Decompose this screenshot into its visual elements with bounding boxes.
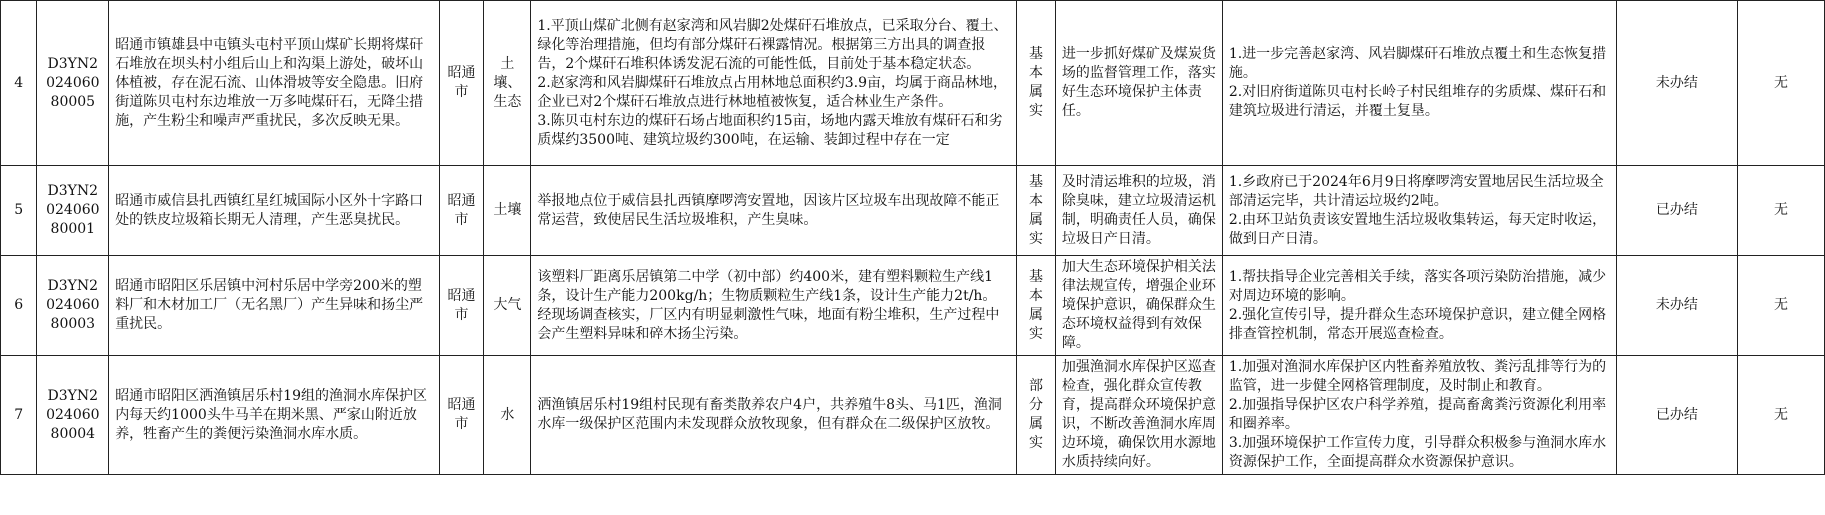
complaint-text: 昭通市威信县扎西镇红星红城国际小区外十字路口处的铁皮垃圾箱长期无人清理，产生恶臭扰民。 (109, 166, 439, 256)
investigation-paragraph: 1.平顶山煤矿北侧有赵家湾和风岩脚2处煤矸石堆放点，已采取分台、覆土、绿化等治理措施，但均有部分煤矸石裸露情况。根据第三方出具的调查报告，2个煤矸石堆积体诱发泥石流的可能性低，目前处于基本稳定状态。 (537, 17, 1008, 72)
pollution-category: 土壤 (484, 166, 531, 256)
measure-item: 1.帮扶指导企业完善相关手续，落实各项污染防治措施，减少对周边环境的影响。 (1228, 268, 1607, 304)
accountability: 无 (1737, 1, 1824, 166)
city: 昭通市 (439, 356, 484, 475)
row-index: 4 (1, 1, 37, 166)
table-row (1, 356, 1825, 475)
accountability: 无 (1737, 166, 1824, 256)
pollution-category: 土壤、生态 (484, 1, 531, 166)
investigation-content (537, 192, 1010, 230)
measure-item: 2.加强指导保护区农户科学养殖，提高畜禽粪污资源化利用率和圈养率。 (1228, 397, 1607, 432)
investigation-paragraph: 该塑料厂距离乐居镇第二中学（初中部）约400米，建有塑料颗粒生产线1条，设计生产能力200kg/h；生物质颗粒生产线1条，设计生产能力2t/h。经现场调查核实，厂区内有明显刺激性气味，地面有粉尘堆积，生产过程中会产生塑料异味和碎木扬尘污染。 (537, 268, 1000, 342)
measure-item: 1.进一步完善赵家湾、风岩脚煤矸石堆放点覆土和生态恢复措施。 (1228, 46, 1607, 81)
investigation-paragraph: 2.赵家湾和风岩脚煤矸石堆放点占用林地总面积约3.9亩，均属于商品林地，企业已对2个煤矸石堆放点进行林地植被恢复，适合林业生产条件。 (537, 74, 1007, 110)
rectification-requirement: 加强渔洞水库保护区巡查检查，强化群众宣传教育，提高群众环境保护意识，不断改善渔洞水库周边环境，确保饮用水源地水质持续向好。 (1055, 356, 1222, 475)
measure-item: 3.加强环境保护工作宣传力度，引导群众积极参与渔洞水库水资源保护工作，全面提高群众水资源保护意识。 (1228, 435, 1607, 470)
case-code: D3YN202406080005 (37, 1, 109, 166)
investigation-result (531, 256, 1017, 356)
accountability: 无 (1737, 356, 1824, 475)
measure-item: 1.乡政府已于2024年6月9日将摩啰湾安置地居民生活垃圾全部清运完毕，共计清运垃圾约2吨。 (1228, 173, 1604, 209)
completion-status: 未办结 (1616, 256, 1737, 356)
verdict: 基本属实 (1017, 1, 1056, 166)
investigation-content (537, 396, 1010, 434)
row-index: 7 (1, 356, 37, 475)
completion-status: 未办结 (1616, 1, 1737, 166)
city: 昭通市 (439, 1, 484, 166)
table-row (1, 166, 1825, 256)
investigation-result (531, 166, 1017, 256)
city: 昭通市 (439, 256, 484, 356)
rectification-measures (1222, 166, 1616, 256)
rectification-requirement: 进一步抓好煤矿及煤炭货场的监督管理工作，落实好生态环境保护主体责任。 (1055, 1, 1222, 166)
rectification-requirement: 及时清运堆积的垃圾，消除臭味，建立垃圾清运机制，明确责任人员，确保垃圾日产日清。 (1055, 166, 1222, 256)
complaint-text: 昭通市镇雄县中屯镇头屯村平顶山煤矿长期将煤矸石堆放在坝头村小组后山上和沟渠上游处，破坏山体植被，存在泥石流、山体滑坡等安全隐患。旧府街道陈贝屯村东边堆放一万多吨煤矸石，无降尘措施，产生粉尘和噪声严重扰民，多次反映无果。 (109, 1, 439, 166)
investigation-result (531, 1, 1017, 166)
measure-item: 2.强化宣传引导，提升群众生态环境保护意识，建立健全网格排查管控机制，常态开展巡查检查。 (1228, 306, 1607, 342)
investigation-paragraph: 洒渔镇居乐村19组村民现有畜类散养农户4户，共养殖牛8头、马1匹，渔洞水库一级保护区范围内未发现群众放牧现象，但有群众在二级保护区放牧。 (537, 397, 1002, 432)
rectification-measures (1222, 256, 1616, 356)
table-row (1, 256, 1825, 356)
verdict: 基本属实 (1017, 166, 1056, 256)
completion-status: 已办结 (1616, 166, 1737, 256)
city: 昭通市 (439, 166, 484, 256)
investigation-content (537, 268, 1010, 344)
completion-status: 已办结 (1616, 356, 1737, 475)
table-row (1, 1, 1825, 166)
investigation-paragraph: 举报地点位于威信县扎西镇摩啰湾安置地，因该片区垃圾车出现故障不能正常运营，致使居民生活垃圾堆积，产生臭味。 (537, 192, 1000, 228)
verdict: 基本属实 (1017, 256, 1056, 356)
case-code: D3YN202406080004 (37, 356, 109, 475)
investigation-content (537, 17, 1010, 150)
measure-item: 2.对旧府街道陈贝屯村长岭子村民组堆存的劣质煤、煤矸石和建筑垃圾进行清运，并覆土复垦。 (1228, 84, 1607, 119)
measure-item: 2.由环卫站负责该安置地生活垃圾收集转运，每天定时收运，做到日产日清。 (1228, 211, 1607, 247)
case-code: D3YN202406080003 (37, 256, 109, 356)
pollution-category: 大气 (484, 256, 531, 356)
investigation-result (531, 356, 1017, 475)
rectification-measures (1222, 1, 1616, 166)
pollution-category: 水 (484, 356, 531, 475)
rectification-requirement: 加大生态环境保护相关法律法规宣传，增强企业环境保护意识，确保群众生态环境权益得到有效保障。 (1055, 256, 1222, 356)
row-index: 5 (1, 166, 37, 256)
complaint-text: 昭通市昭阳区洒渔镇居乐村19组的渔洞水库保护区内每天约1000头牛马羊在期米黑、严家山附近放养，牲畜产生的粪便污染渔洞水库水质。 (109, 356, 439, 475)
measure-item: 1.加强对渔洞水库保护区内牲畜养殖放牧、粪污乱排等行为的监管，进一步健全网格管理制度，及时制止和教育。 (1228, 359, 1607, 394)
row-index: 6 (1, 256, 37, 356)
case-code: D3YN202406080001 (37, 166, 109, 256)
accountability: 无 (1737, 256, 1824, 356)
verdict: 部分属实 (1017, 356, 1056, 475)
rectification-measures (1222, 356, 1616, 475)
investigation-paragraph: 3.陈贝屯村东边的煤矸石场占地面积约15亩，场地内露天堆放有煤矸石和劣质煤约3500吨、建筑垃圾约300吨，在运输、装卸过程中存在一定 (537, 112, 1003, 148)
complaint-text: 昭通市昭阳区乐居镇中河村乐居中学旁200米的塑料厂和木材加工厂（无名黑厂）产生异味和扬尘严重扰民。 (109, 256, 439, 356)
